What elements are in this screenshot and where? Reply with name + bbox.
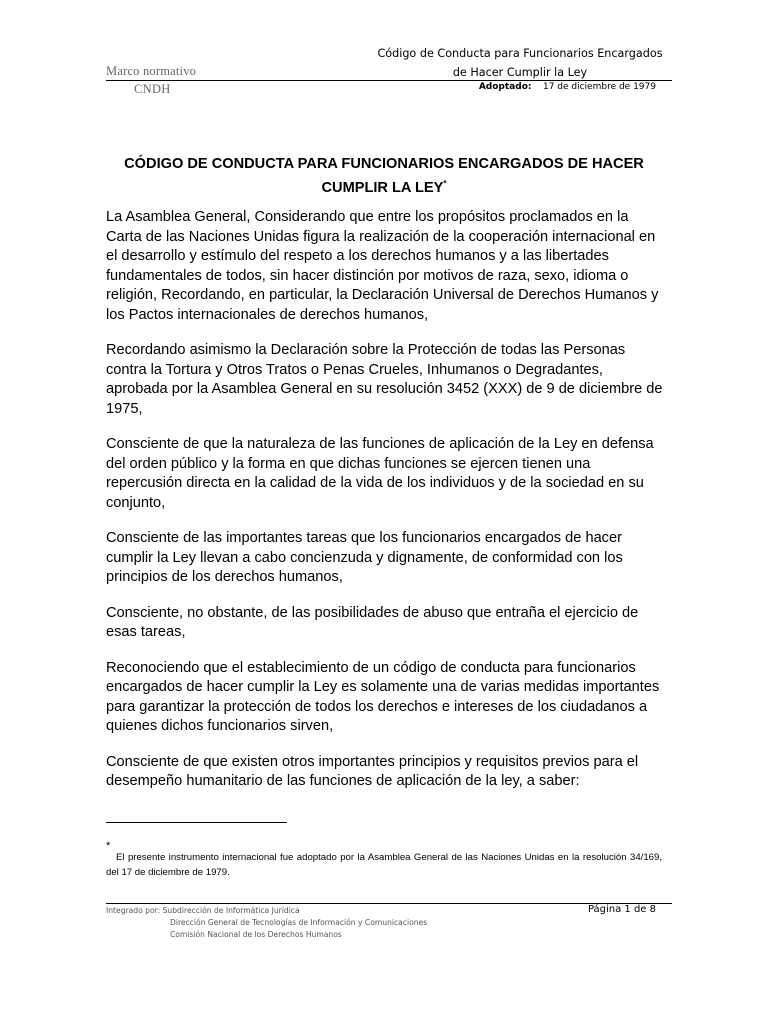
header-title-line-1: Código de Conducta para Funcionarios Encargados: [377, 47, 663, 60]
footnote-mark: *: [106, 840, 111, 852]
footnote-separator: [106, 822, 287, 823]
adoption-date: [479, 82, 656, 92]
footer-line-2: Dirección General de Tecnologías de Información y Comunicaciones: [170, 918, 428, 927]
header-document-title: [350, 44, 690, 82]
document-title-line-2: CUMPLIR LA LEY: [321, 179, 444, 196]
header-section-label: Marco normativo: [106, 64, 197, 78]
paragraph: Reconociendo que el establecimiento de un código de conducta para funcionarios encargados de hacer cumplir la Ley es solamente una de varias medidas importantes para garantizar la protección de todos los derechos e intereses de los ciudadanos a quienes dichos funcionarios sirven,: [106, 659, 660, 734]
document-title: [106, 155, 662, 198]
header-title-line-2: de Hacer Cumplir la Ley: [452, 66, 588, 79]
header-organization: CNDH: [134, 82, 171, 96]
adopted-date-value: 17 de diciembre de 1979: [542, 82, 656, 92]
page-number: Página 1 de 8: [587, 904, 656, 915]
title-footnote-mark: *: [443, 179, 447, 188]
paragraph: Consciente, no obstante, de las posibilidades de abuso que entraña el ejercicio de esas tareas,: [106, 604, 639, 640]
paragraph: La Asamblea General, Considerando que entre los propósitos proclamados en la Carta de las Naciones Unidas figura la realización de la cooperación internacional en el desarrollo y estímulo del respeto a los derechos humanos y a las libertades fundamentales de todos, sin hacer distinción por motivos de raza, sexo, idioma o religión, Recordando, en particular, la Declaración Universal de Derechos Humanos y los Pactos internacionales de derechos humanos,: [106, 209, 659, 323]
paragraph: Consciente de que la naturaleza de las funciones de aplicación de la Ley en defensa del orden público y la forma en que dichas funciones se ejercen tienen una repercusión directa en la calidad de la vida de los individuos y de la sociedad en su conjunto,: [106, 436, 654, 511]
footer-line-1: Integrado por: Subdirección de Informática Jurídica: [106, 906, 300, 915]
footnote-text: El presente instrumento internacional fue adoptado por la Asamblea General de las Naciones Unidas en la resolución 34/169, del 17 de diciembre de 1979.: [106, 852, 662, 878]
adopted-label: Adoptado:: [478, 82, 532, 92]
header-divider: [106, 80, 672, 81]
document-title-line-1: CÓDIGO DE CONDUCTA PARA FUNCIONARIOS ENCARGADOS DE HACER: [124, 156, 644, 172]
paragraph: Consciente de que existen otros importantes principios y requisitos previos para el desempeño humanitario de las funciones de aplicación de la ley, a saber:: [106, 753, 639, 789]
paragraph: Consciente de las importantes tareas que los funcionarios encargados de hacer cumplir la Ley llevan a cabo concienzuda y dignamente, de conformidad con los principios de los derechos humanos,: [106, 530, 623, 585]
footer-line-3: Comisión Nacional de los Derechos Humanos: [170, 930, 342, 939]
document-body: [106, 208, 666, 808]
paragraph: Recordando asimismo la Declaración sobre la Protección de todas las Personas contra la Tortura y Otros Tratos o Penas Crueles, Inhumanos o Degradantes, aprobada por la Asamblea General en su resolución 3452 (XXX) de 9 de diciembre de 1975,: [106, 342, 663, 417]
footer-credits: [106, 905, 427, 941]
